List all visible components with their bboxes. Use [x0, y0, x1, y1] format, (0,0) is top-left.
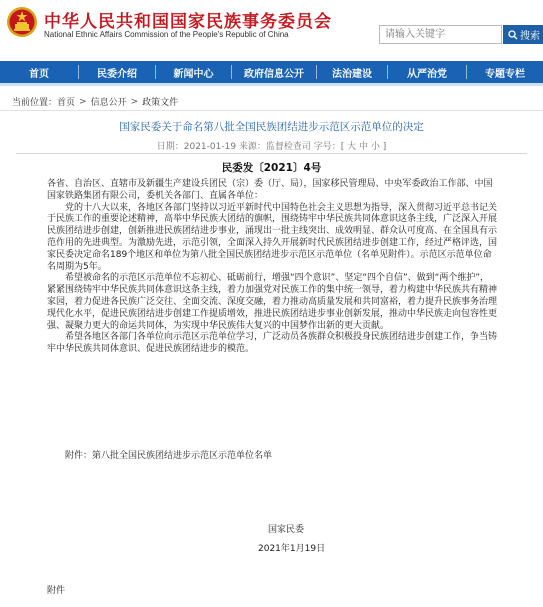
nav-item-rule-of-law[interactable]: 法治建设: [332, 68, 372, 80]
site-subtitle-en: National Ethnic Affairs Commission of the People's Republic of China: [44, 30, 289, 39]
nav-item-topics[interactable]: 专题专栏: [485, 68, 525, 80]
nav-item-news[interactable]: 新闻中心: [173, 68, 214, 80]
article-title: 国家民委关于命名第八批全国民族团结进步示范区示范单位的决定: [119, 121, 424, 133]
breadcrumb-info-disclosure[interactable]: 信息公开: [90, 98, 127, 108]
breadcrumb-separator: >: [79, 96, 87, 107]
search-input[interactable]: [379, 25, 502, 44]
salutation-paragraph: 各省、自治区、直辖市及新疆生产建设兵团民（宗）委（厅、局），国家移民管理局、中央军委政治工作部、中国国家铁路集团有限公司，委机关各部门、直属各单位：: [47, 179, 493, 201]
divider: [16, 153, 527, 154]
nav-item-about[interactable]: 民委介绍: [97, 68, 137, 80]
signature-org: 国家民委: [268, 525, 305, 535]
site-title: 中华人民共和国国家民族事务委员会: [44, 12, 332, 32]
breadcrumb-prefix: 当前位置：: [12, 98, 58, 108]
article-meta: 日期：2021-01-19 来源：监督检查司 字号：[ 大 中 小 ]: [156, 142, 387, 152]
site-header: [0, 0, 543, 56]
attachment-heading: 附件: [47, 586, 66, 596]
breadcrumb-home[interactable]: 首页: [57, 98, 76, 108]
document-number: 民委发〔2021〕4号: [221, 162, 322, 174]
search-button[interactable]: [503, 25, 543, 44]
body-paragraph: 希望被命名的示范区示范单位不忘初心、砥砺前行，增强“四个意识”、坚定“四个自信”、做到“两个维护”，紧紧围绕铸牢中华民族共同体意识这条主线，着力加强党对民族工作的集中统一领导，着力构建中华民族共有精神家园，着力促进各民族广泛交往、全面交流、深度交融，着力推动高质量发展和共同富裕，着力提升民族事务治理现代化水平，促进民族团结进步创建工作提质增效，推进民族团结进步事业创新发展，推动中华民族走向包容性更强、凝聚力更大的命运共同体，为实现中华民族伟大复兴的中国梦作出新的更大贡献。: [47, 273, 498, 331]
signature-date: 2021年1月19日: [258, 544, 326, 554]
search-button-label: 搜索: [520, 31, 540, 42]
divider: [0, 110, 543, 111]
search-icon: [508, 30, 518, 40]
body-paragraph: 希望各地区各部门各单位向示范区示范单位学习，广泛动员各族群众积极投身民族团结进步创建工作，争当铸牢中华民族共同体意识、促进民族团结进步的模范。: [47, 332, 498, 355]
nav-underline: [0, 83, 543, 86]
breadcrumb: [12, 95, 178, 108]
article-body: [47, 179, 497, 356]
nav-item-info-disclosure[interactable]: 政府信息公开: [244, 68, 304, 80]
national-emblem-icon: [6, 6, 38, 38]
attachment-note: 附件：第八批全国民族团结进步示范区示范单位名单: [65, 451, 273, 461]
body-paragraph: 党的十八大以来，各地区各部门坚持以习近平新时代中国特色社会主义思想为指导，深入贯彻习近平总书记关于民族工作的重要论述精神，高举中华民族大团结的旗帜，围绕铸牢中华民族共同体意识这条主线，广泛深入开展民族团结进步创建，创新推进民族团结进步事业，涌现出一批主线突出、成效明显、群众认可度高、在全国具有示范作用的先进典型。为激励先进，示范引领，全面深入持久开展新时代民族团结进步创建工作，经过严格评选，国家民委决定命名189个地区和单位为第八批全国民族团结进步示范区示范单位（名单见附件）。示范区示范单位命名周期为5年。: [47, 202, 498, 272]
main-nav: [0, 61, 543, 83]
nav-item-party[interactable]: 从严治党: [407, 68, 447, 80]
nav-item-home[interactable]: 首页: [29, 68, 49, 80]
breadcrumb-policy-docs[interactable]: 政策文件: [142, 98, 179, 108]
breadcrumb-separator: >: [130, 96, 139, 107]
